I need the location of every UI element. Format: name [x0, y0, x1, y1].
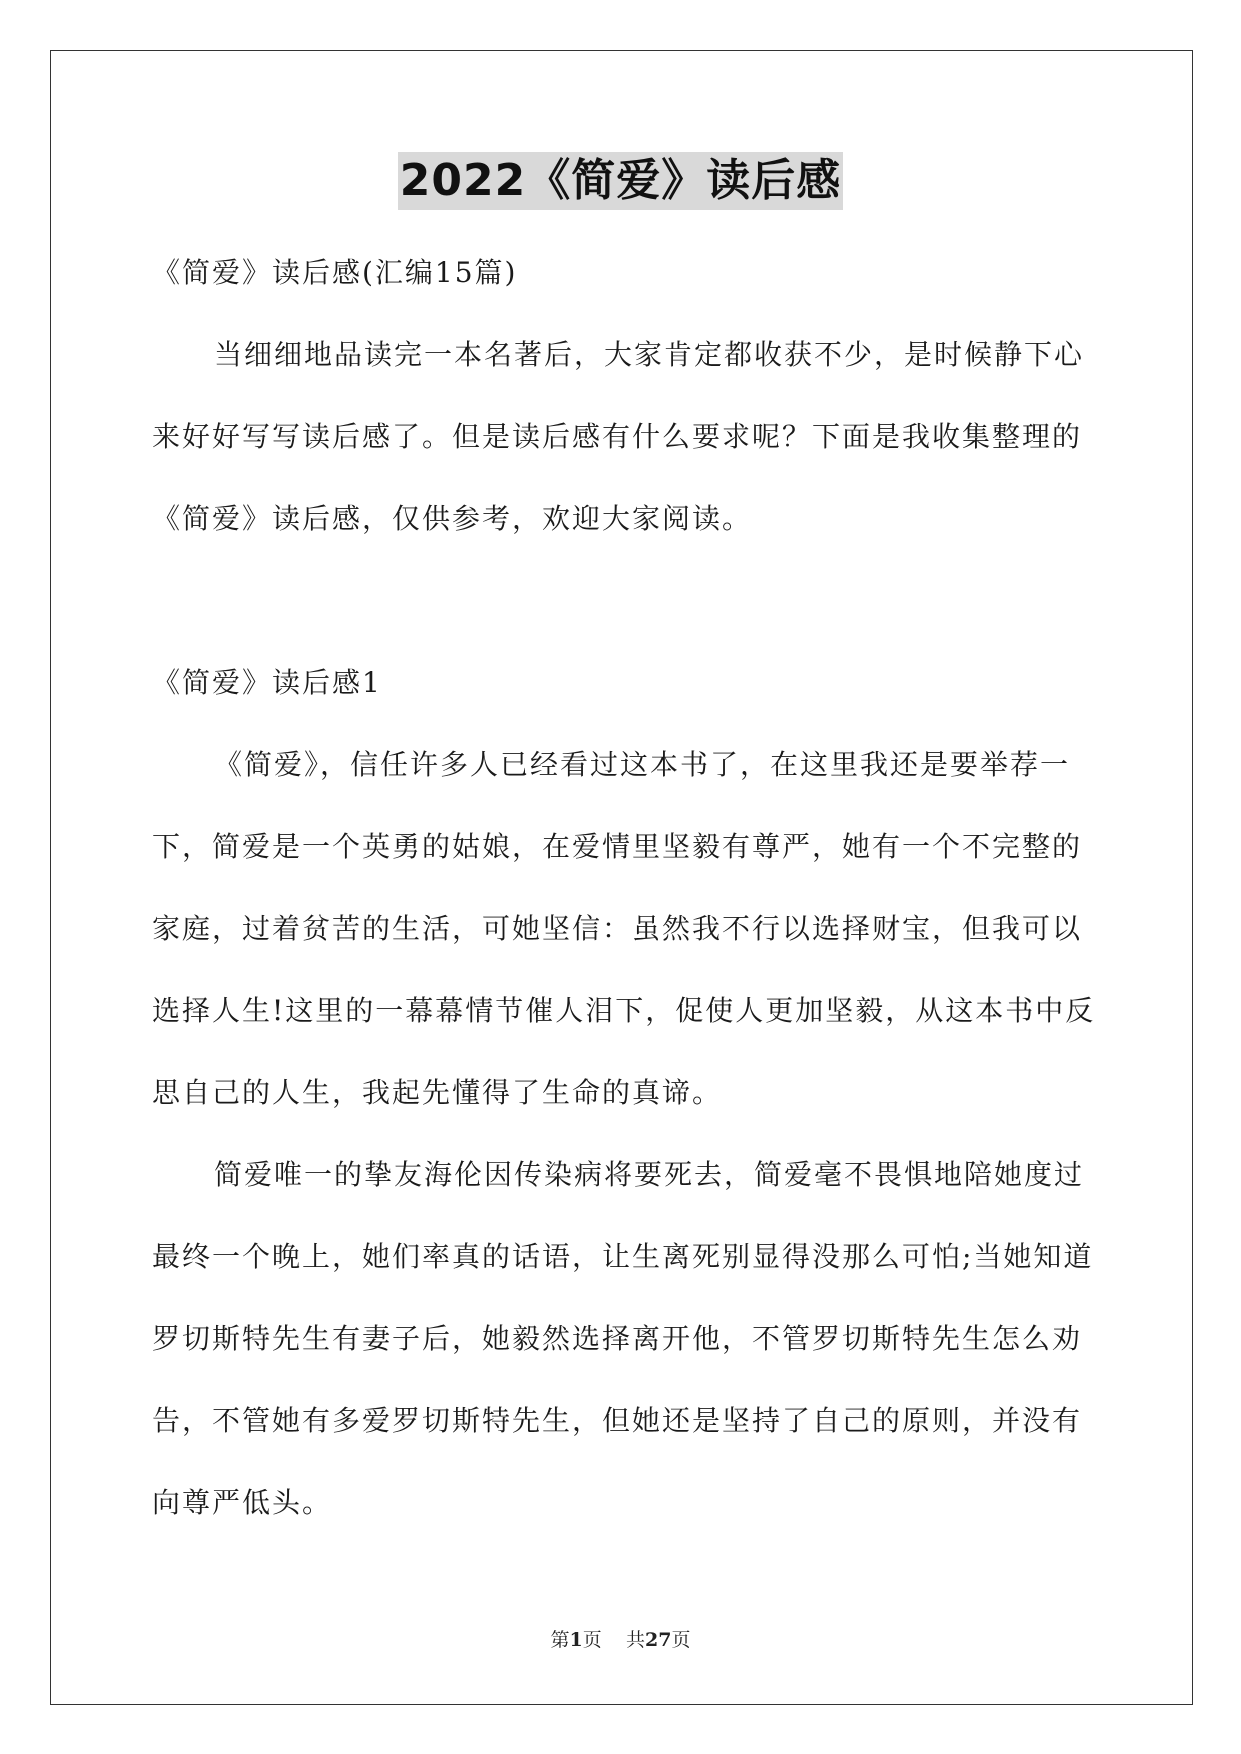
document-body	[152, 232, 1110, 1544]
title-container	[0, 152, 1241, 210]
body-paragraph: 简爱唯一的挚友海伦因传染病将要死去，简爱毫不畏惧地陪她度过最终一个晚上，她们率真的话语，让生离死别显得没那么可怕;当她知道罗切斯特先生有妻子后，她毅然选择离开他，不管罗切斯特先生怎么劝告，不管她有多爱罗切斯特先生，但她还是坚持了自己的原则，并没有向尊严低头。	[152, 1158, 1094, 1519]
section-spacer	[152, 560, 1110, 642]
page-footer	[0, 1625, 1241, 1652]
document-subtitle: 《简爱》读后感(汇编15篇)	[152, 256, 518, 289]
total-pages: 27	[644, 1629, 672, 1651]
intro-paragraph: 当细细地品读完一本名著后，大家肯定都收获不少，是时候静下心来好好写写读后感了。但是读后感有什么要求呢？下面是我收集整理的《简爱》读后感，仅供参考，欢迎大家阅读。	[152, 338, 1085, 535]
total-prefix: 共	[625, 1629, 645, 1651]
page-number: 1	[569, 1629, 583, 1651]
document-title: 2022《简爱》读后感	[398, 152, 843, 210]
page-prefix: 第	[550, 1629, 570, 1651]
body-paragraph: 《简爱》，信任许多人已经看过这本书了，在这里我还是要举荐一下，简爱是一个英勇的姑娘，在爱情里坚毅有尊严，她有一个不完整的家庭，过着贫苦的生活，可她坚信：虽然我不行以选择财宝，但我可以选择人生!这里的一幕幕情节催人泪下，促使人更加坚毅，从这本书中反思自己的人生，我起先懂得了生命的真谛。	[152, 748, 1096, 1109]
total-suffix: 页	[671, 1629, 691, 1651]
page-suffix: 页	[582, 1629, 602, 1651]
section-heading: 《简爱》读后感1	[152, 666, 382, 699]
